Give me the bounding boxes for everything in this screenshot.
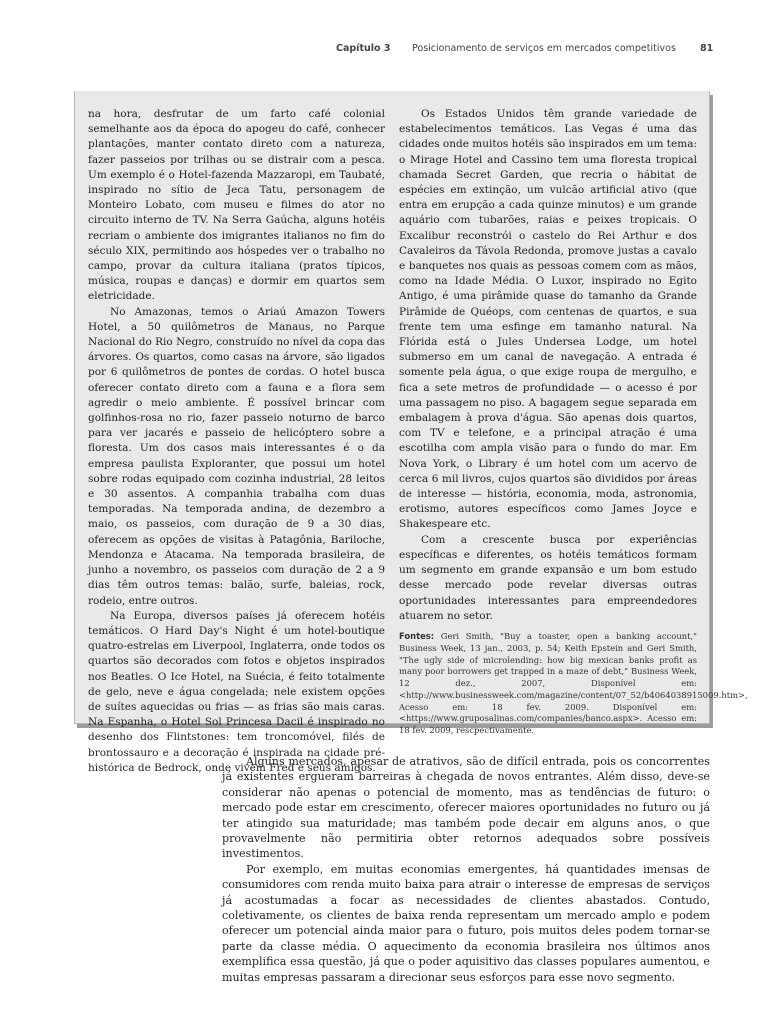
running-header bbox=[0, 43, 768, 59]
box-paragraph: Com a crescente busca por experiências específicas e diferentes, os hotéis temáticos formam um segmento em grande expansão e um bom estudo desse mercado pode revelar diversas outras oportunidades interessantes para empreendedores atuarem no setor. bbox=[399, 533, 697, 622]
body-paragraph: Alguns mercados, apesar de atrativos, são de difícil entrada, pois os concorrentes já existentes ergueram barreiras à chegada de novos entrantes. Além disso, deve-se considerar não apenas o potencial de momento, mas as tendências de futuro: o mercado pode estar em crescimento, oferecer maiores oportunidades no futuro ou já ter atingido sua maturidade; mas também pode decair em alguns anos, o que provavelmente não permitiria obter retornos adequados sobre possíveis investimentos. bbox=[222, 755, 710, 861]
box-left-column bbox=[88, 107, 385, 776]
case-box bbox=[74, 91, 748, 774]
chapter-label: Capítulo 3 bbox=[336, 43, 391, 54]
box-paragraph: Na Europa, diversos países já oferecem hotéis temáticos. O Hard Day's Night é um hotel-boutique quatro-estrelas em Liverpool, Inglaterra, onde todos os quartos são decorados com fotos e objetos inspirados nos Beatles. O Ice Hotel, na Suécia, é feito totalmente de gelo, neve e água congelada; nele existem opções de suítes aquecidas ou frias — as frias são mais caras. Na Espanha, o Hotel Sol Princesa Dacil é inspirado no desenho dos Flintstones: tem troncomóvel, filés de brontossauro e a decoração é inspirada na cidade pré-histórica de Bedrock, onde vivem Fred e seus amigos. bbox=[88, 609, 385, 774]
body-paragraph: Por exemplo, em muitas economias emergentes, há quantidades imensas de consumidores com renda muito baixa para atrair o interesse de empresas de serviços já acostumadas a focar as necessidades de clientes abastados. Contudo, coletivamente, os clientes de baixa renda representam um mercado amplo e podem oferecer um potencial ainda maior para o futuro, pois muitos deles podem tornar-se parte da classe média. O aquecimento da economia brasileira nos últimos anos exemplifica essa questão, já que o poder aquisitivo das classes populares aumentou, e muitas empresas passaram a direcionar seus esforços para esse novo segmento. bbox=[222, 862, 710, 984]
sources-label: Fontes: bbox=[399, 630, 435, 641]
sources-note bbox=[399, 630, 748, 737]
box-paragraph: No Amazonas, temos o Ariaú Amazon Towers Hotel, a 50 quilômetros de Manaus, no Parque Nacional do Rio Negro, construído no nível da copa das árvores. Os quartos, como casas na árvore, são ligados por 6 quilômetros de pontes de cordas. O hotel busca oferecer contato direto com a fauna e a flora sem agredir o meio ambiente. É possível brincar com golfinhos-rosa no rio, fazer passeio noturno de barco para ver jacarés e passeio de helicóptero sobre a floresta. Um dos casos mais interessantes é o da empresa paulista Exploranter, que possui um hotel sobre rodas equipado com cozinha industrial, 28 leitos e 30 assentos. A companhia trabalha com duas temporadas. Na temporada andina, de dezembro a maio, os passeios, com duração de 9 a 30 dias, oferecem as opções de visitas à Patagônia, Bariloche, Mendonza e Atacama. Na temporada brasileira, de junho a novembro, os passeios com duração de 2 a 9 dias têm outros temas: balão, surfe, baleias, rock, rodeio, entre outros. bbox=[88, 305, 385, 607]
main-body-text bbox=[222, 754, 710, 985]
section-title: Posicionamento de serviços em mercados competitivos bbox=[412, 43, 676, 54]
box-paragraph: na hora, desfrutar de um farto café colonial semelhante aos da época do apogeu do café, conhecer plantações, manter contato direto com a natureza, fazer passeios por trilhas ou se distrair com a pesca. Um exemplo é o Hotel-fazenda Mazzaropi, em Taubaté, inspirado no sítio de Jeca Tatu, personagem de Monteiro Lobato, com museu e filmes do ator no circuito interno de TV. Na Serra Gaúcha, alguns hotéis recriam o ambiente dos imigrantes italianos no fim do século XIX, permitindo aos hóspedes ver o trabalho no campo, provar da cultura italiana (pratos típicos, música, roupas e danças) e dormir em quartos sem eletricidade. bbox=[88, 108, 385, 303]
box-right-column bbox=[399, 107, 748, 737]
box-paragraph: Os Estados Unidos têm grande variedade de estabelecimentos temáticos. Las Vegas é uma das cidades onde muitos hotéis são inspirados em um tema: o Mirage Hotel and Cassino tem uma floresta tropical chamada Secret Garden, que recria o hábitat de espécies em extinção, um vulcão artificial ativo (que entra em erupção a cada quinze minutos) e um grande aquário com tubarões, raias e peixes tropicais. O Excalibur reconstrói o castelo do Rei Arthur e dos Cavaleiros da Távola Redonda, promove justas a cavalo e banquetes nos quais as pessoas comem com as mãos, como na Idade Média. O Luxor, inspirado no Egito Antigo, é uma pirâmide quase do tamanho da Grande Pirâmide de Quéops, com centenas de quartos, e sua frente tem uma esfinge em tamanho natural. Na Flórida está o Jules Undersea Lodge, um hotel submerso em um canal de navegação. A entrada é somente pela água, o que exige roupa de mergulho, e fica a sete metros de profundidade — o acesso é por uma passagem no piso. A bagagem segue separada em embalagem à prova d'água. São apenas dois quartos, com TV e telefone, e a principal atração é uma escotilha com ampla visão para o fundo do mar. Em Nova York, o Library é um hotel com um acervo de cerca 6 mil livros, cujos quartos são divididos por áreas de interesse — história, economia, moda, astronomia, erotismo, autores específicos como James Joyce e Shakespeare etc. bbox=[399, 108, 697, 531]
sources-text: Geri Smith, "Buy a toaster, open a banking account," Business Week, 13 jan., 2003, p. 54; Keith Epstein and Geri Smith, "The ugly side of microlending: how big mexican banks profit as many poor borrowers get trapped in a maze of debt," Business Week, 12 dez., 2007, Disponível em: <http://www.businessweek.com/magazine/content/07_52/b4064038915009.htm>, Acesso em: 18 fev. 2009. Disponível em: <https://www.gruposalinas.com/companies/banco.aspx>. Acesso em: 18 fev. 2009, rescpectivamente. bbox=[399, 630, 748, 736]
page-number: 81 bbox=[700, 43, 714, 54]
